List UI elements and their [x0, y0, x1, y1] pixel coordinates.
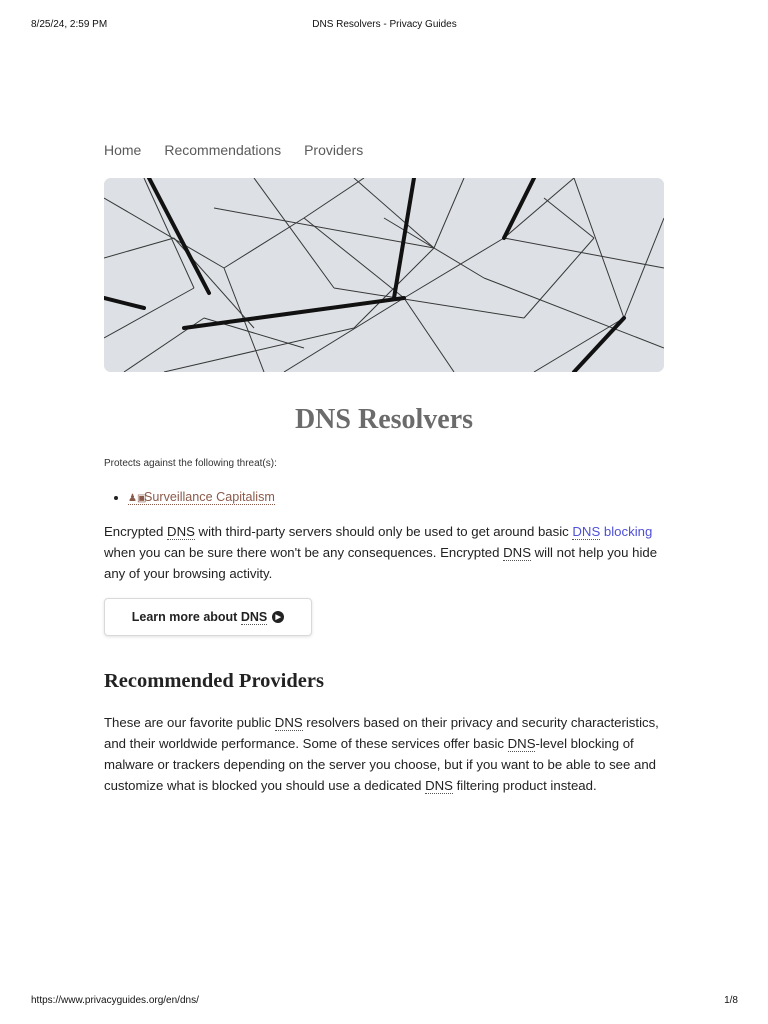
dns-abbreviation: DNS [425, 778, 453, 793]
link-text: blocking [600, 524, 653, 539]
arrow-right-circle-icon: ▶ [272, 611, 284, 623]
dns-abbreviation: DNS [167, 524, 195, 539]
dns-blocking-link[interactable] [572, 524, 652, 540]
text-segment: -level blocking of malware or trackers depending on the server you choose, but if you want to be able to see and customize what is blocked you should use a dedicated [104, 736, 657, 793]
intro-paragraph [104, 521, 666, 584]
dns-abbreviation: DNS [274, 715, 303, 730]
print-header [31, 19, 738, 33]
print-footer [31, 995, 738, 1009]
nav-item-providers[interactable]: Providers [304, 142, 364, 158]
nav-item-recommendations[interactable]: Recommendations [164, 142, 282, 158]
learn-more-button[interactable] [104, 598, 312, 636]
top-navigation [104, 142, 363, 158]
threat-label: Surveillance Capitalism [144, 490, 275, 504]
page-title: DNS Resolvers [294, 404, 474, 435]
text-segment: Encrypted [104, 524, 168, 539]
learn-more-label: Learn more about [131, 610, 238, 624]
people-icon: ♟▣ [128, 493, 147, 504]
dns-abbreviation: DNS [240, 609, 268, 624]
text-segment: will not help you hide any of your browsing activity. [104, 545, 658, 581]
nav-item-home[interactable]: Home [104, 142, 142, 158]
dns-abbreviation: DNS [572, 524, 601, 539]
text-segment: filtering product instead. [452, 778, 597, 793]
print-date: 8/25/24, 2:59 PM [31, 19, 108, 30]
threat-caption: Protects against the following threat(s): [104, 458, 277, 469]
section-heading-recommended-providers: Recommended Providers [104, 670, 324, 692]
text-segment: These are our favorite public [104, 715, 275, 730]
print-document-title: DNS Resolvers - Privacy Guides [312, 19, 457, 30]
hero-image [104, 178, 664, 372]
providers-paragraph [104, 712, 666, 796]
text-segment: when you can be sure there won't be any consequences. Encrypted [104, 545, 504, 560]
text-segment: with third-party servers should only be used to get around basic [194, 524, 573, 539]
dns-abbreviation: DNS [507, 736, 536, 751]
threat-link-surveillance-capitalism[interactable] [128, 490, 275, 505]
print-page-number: 1/8 [724, 995, 738, 1006]
list-item [128, 487, 666, 509]
threat-list [104, 487, 666, 509]
dns-abbreviation: DNS [503, 545, 531, 560]
network-lines-image [104, 178, 664, 372]
text-segment: resolvers based on their privacy and security characteristics, and their worldwide performance. Some of these services offer basic [104, 715, 659, 751]
print-url: https://www.privacyguides.org/en/dns/ [31, 995, 199, 1006]
